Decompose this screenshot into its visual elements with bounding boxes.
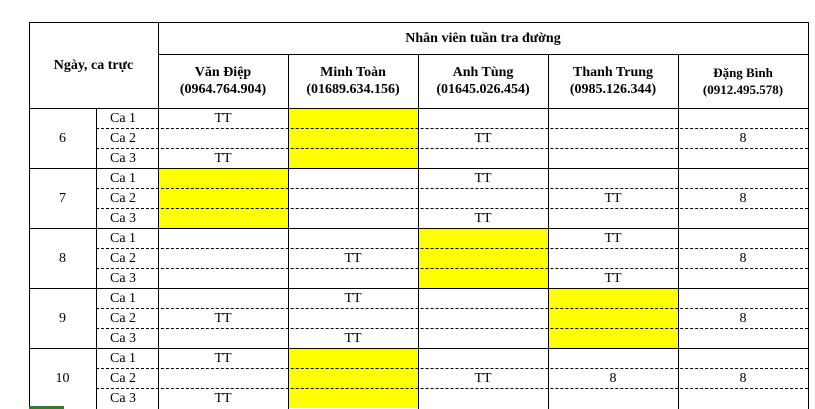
schedule-cell [548, 128, 678, 148]
schedule-cell: 8 [739, 250, 747, 266]
shift-label: Ca 3 [110, 330, 137, 346]
schedule-cell [678, 388, 808, 408]
schedule-cell [288, 188, 418, 208]
schedule-cell: 8 [609, 370, 617, 386]
staff-name: Đặng Bình [713, 65, 773, 80]
schedule-cell [418, 268, 548, 288]
schedule-cell [418, 108, 548, 128]
grid-line [29, 22, 30, 409]
grid-line [288, 54, 289, 409]
schedule-cell: TT [344, 290, 362, 306]
schedule-cell [288, 208, 418, 228]
schedule-cell: TT [214, 310, 232, 326]
grid-line [96, 148, 808, 149]
schedule-cell [158, 368, 288, 388]
grid-line [29, 168, 809, 169]
schedule-cell [418, 288, 548, 308]
schedule-cell [418, 148, 548, 168]
grid-line [96, 308, 808, 309]
schedule-cell [678, 168, 808, 188]
schedule-cell: TT [214, 390, 232, 406]
staff-header [418, 54, 548, 108]
schedule-cell [548, 348, 678, 368]
schedule-cell: TT [474, 130, 492, 146]
shift-label: Ca 1 [110, 230, 137, 246]
schedule-cell [548, 208, 678, 228]
schedule-cell [678, 328, 808, 348]
schedule-cell [288, 388, 418, 408]
staff-header [288, 54, 418, 108]
schedule-cell [418, 388, 548, 408]
schedule-cell: 8 [739, 190, 747, 206]
day-label: 8 [59, 250, 66, 266]
schedule-cell [678, 268, 808, 288]
shift-label: Ca 3 [110, 270, 137, 286]
grid-line [808, 22, 809, 409]
schedule-cell [158, 268, 288, 288]
staff-name: Thanh Trung [572, 65, 654, 80]
staff-header [678, 54, 808, 108]
day-label: 6 [59, 130, 66, 146]
schedule-cell: TT [344, 330, 362, 346]
grid-line [29, 22, 809, 23]
schedule-cell [158, 288, 288, 308]
schedule-cell [548, 308, 678, 328]
grid-line [96, 268, 808, 269]
grid-line [96, 108, 97, 409]
grid-line [96, 328, 808, 329]
staff-header [548, 54, 678, 108]
schedule-cell: TT [214, 350, 232, 366]
staff-phone: (0985.126.344) [569, 82, 657, 97]
shift-label: Ca 3 [110, 150, 137, 166]
schedule-cell [158, 188, 288, 208]
schedule-cell [418, 308, 548, 328]
schedule-cell [548, 168, 678, 188]
schedule-cell: TT [474, 370, 492, 386]
shift-label: Ca 2 [110, 190, 137, 206]
staff-name: Anh Tùng [452, 65, 514, 80]
grid-line [29, 288, 809, 289]
schedule-cell [158, 328, 288, 348]
schedule-cell [678, 108, 808, 128]
staff-group-header: Nhân viên tuần tra đường [405, 30, 561, 46]
grid-line [418, 54, 419, 409]
shift-label: Ca 1 [110, 290, 137, 306]
schedule-cell [288, 148, 418, 168]
schedule-cell [288, 168, 418, 188]
grid-line [96, 208, 808, 209]
grid-line [96, 368, 808, 369]
schedule-cell [678, 228, 808, 248]
day-label: 7 [59, 190, 66, 206]
schedule-cell [418, 188, 548, 208]
grid-line [29, 108, 809, 109]
schedule-cell: 8 [739, 130, 747, 146]
staff-phone: (0964.764.904) [179, 82, 267, 97]
schedule-cell [548, 108, 678, 128]
schedule-cell [288, 308, 418, 328]
shift-label: Ca 3 [110, 210, 137, 226]
grid-line [96, 388, 808, 389]
grid-line [96, 128, 808, 129]
grid-line [678, 54, 679, 409]
schedule-cell [418, 348, 548, 368]
schedule-cell: TT [474, 170, 492, 186]
staff-header [158, 54, 288, 108]
schedule-cell [288, 348, 418, 368]
corner-header: Ngày, ca trực [53, 57, 134, 73]
grid-line [158, 54, 809, 55]
staff-phone: (01689.634.156) [306, 82, 400, 97]
schedule-cell [678, 288, 808, 308]
day-label: 9 [59, 310, 66, 326]
schedule-cell: 8 [739, 370, 747, 386]
schedule-cell [548, 148, 678, 168]
schedule-cell [158, 208, 288, 228]
schedule-cell: TT [474, 210, 492, 226]
schedule-cell [548, 388, 678, 408]
grid-line [548, 54, 549, 409]
schedule-cell: TT [344, 250, 362, 266]
grid-line [158, 22, 159, 409]
staff-phone: (01645.026.454) [436, 82, 530, 97]
staff-name: Minh Toàn [320, 65, 386, 80]
schedule-cell [288, 228, 418, 248]
schedule-cell [158, 248, 288, 268]
schedule-cell [678, 148, 808, 168]
schedule-cell [158, 228, 288, 248]
shift-label: Ca 2 [110, 370, 137, 386]
schedule-cell: TT [604, 270, 622, 286]
schedule-cell [418, 328, 548, 348]
schedule-cell [548, 248, 678, 268]
schedule-cell [678, 348, 808, 368]
schedule-cell [548, 328, 678, 348]
schedule-cell [418, 248, 548, 268]
grid-line [96, 188, 808, 189]
shift-label: Ca 1 [110, 350, 137, 366]
schedule-cell [158, 168, 288, 188]
shift-label: Ca 3 [110, 390, 137, 406]
grid-line [96, 248, 808, 249]
schedule-cell: TT [604, 230, 622, 246]
schedule-cell: 8 [739, 310, 747, 326]
staff-name: Văn Điệp [194, 65, 252, 80]
schedule-cell [288, 368, 418, 388]
grid-line [29, 348, 809, 349]
staff-phone: (0912.495.578) [702, 82, 784, 97]
schedule-cell [158, 128, 288, 148]
grid-line [29, 228, 809, 229]
schedule-cell [678, 208, 808, 228]
schedule-cell: TT [214, 150, 232, 166]
schedule-cell [288, 108, 418, 128]
schedule-cell: TT [214, 110, 232, 126]
schedule-cell [548, 288, 678, 308]
schedule-cell [288, 268, 418, 288]
schedule-cell: TT [604, 190, 622, 206]
shift-label: Ca 2 [110, 310, 137, 326]
shift-label: Ca 1 [110, 170, 137, 186]
schedule-cell [288, 128, 418, 148]
schedule-cell [418, 228, 548, 248]
day-label: 10 [55, 370, 70, 386]
shift-label: Ca 2 [110, 130, 137, 146]
shift-label: Ca 1 [110, 110, 137, 126]
shift-label: Ca 2 [110, 250, 137, 266]
